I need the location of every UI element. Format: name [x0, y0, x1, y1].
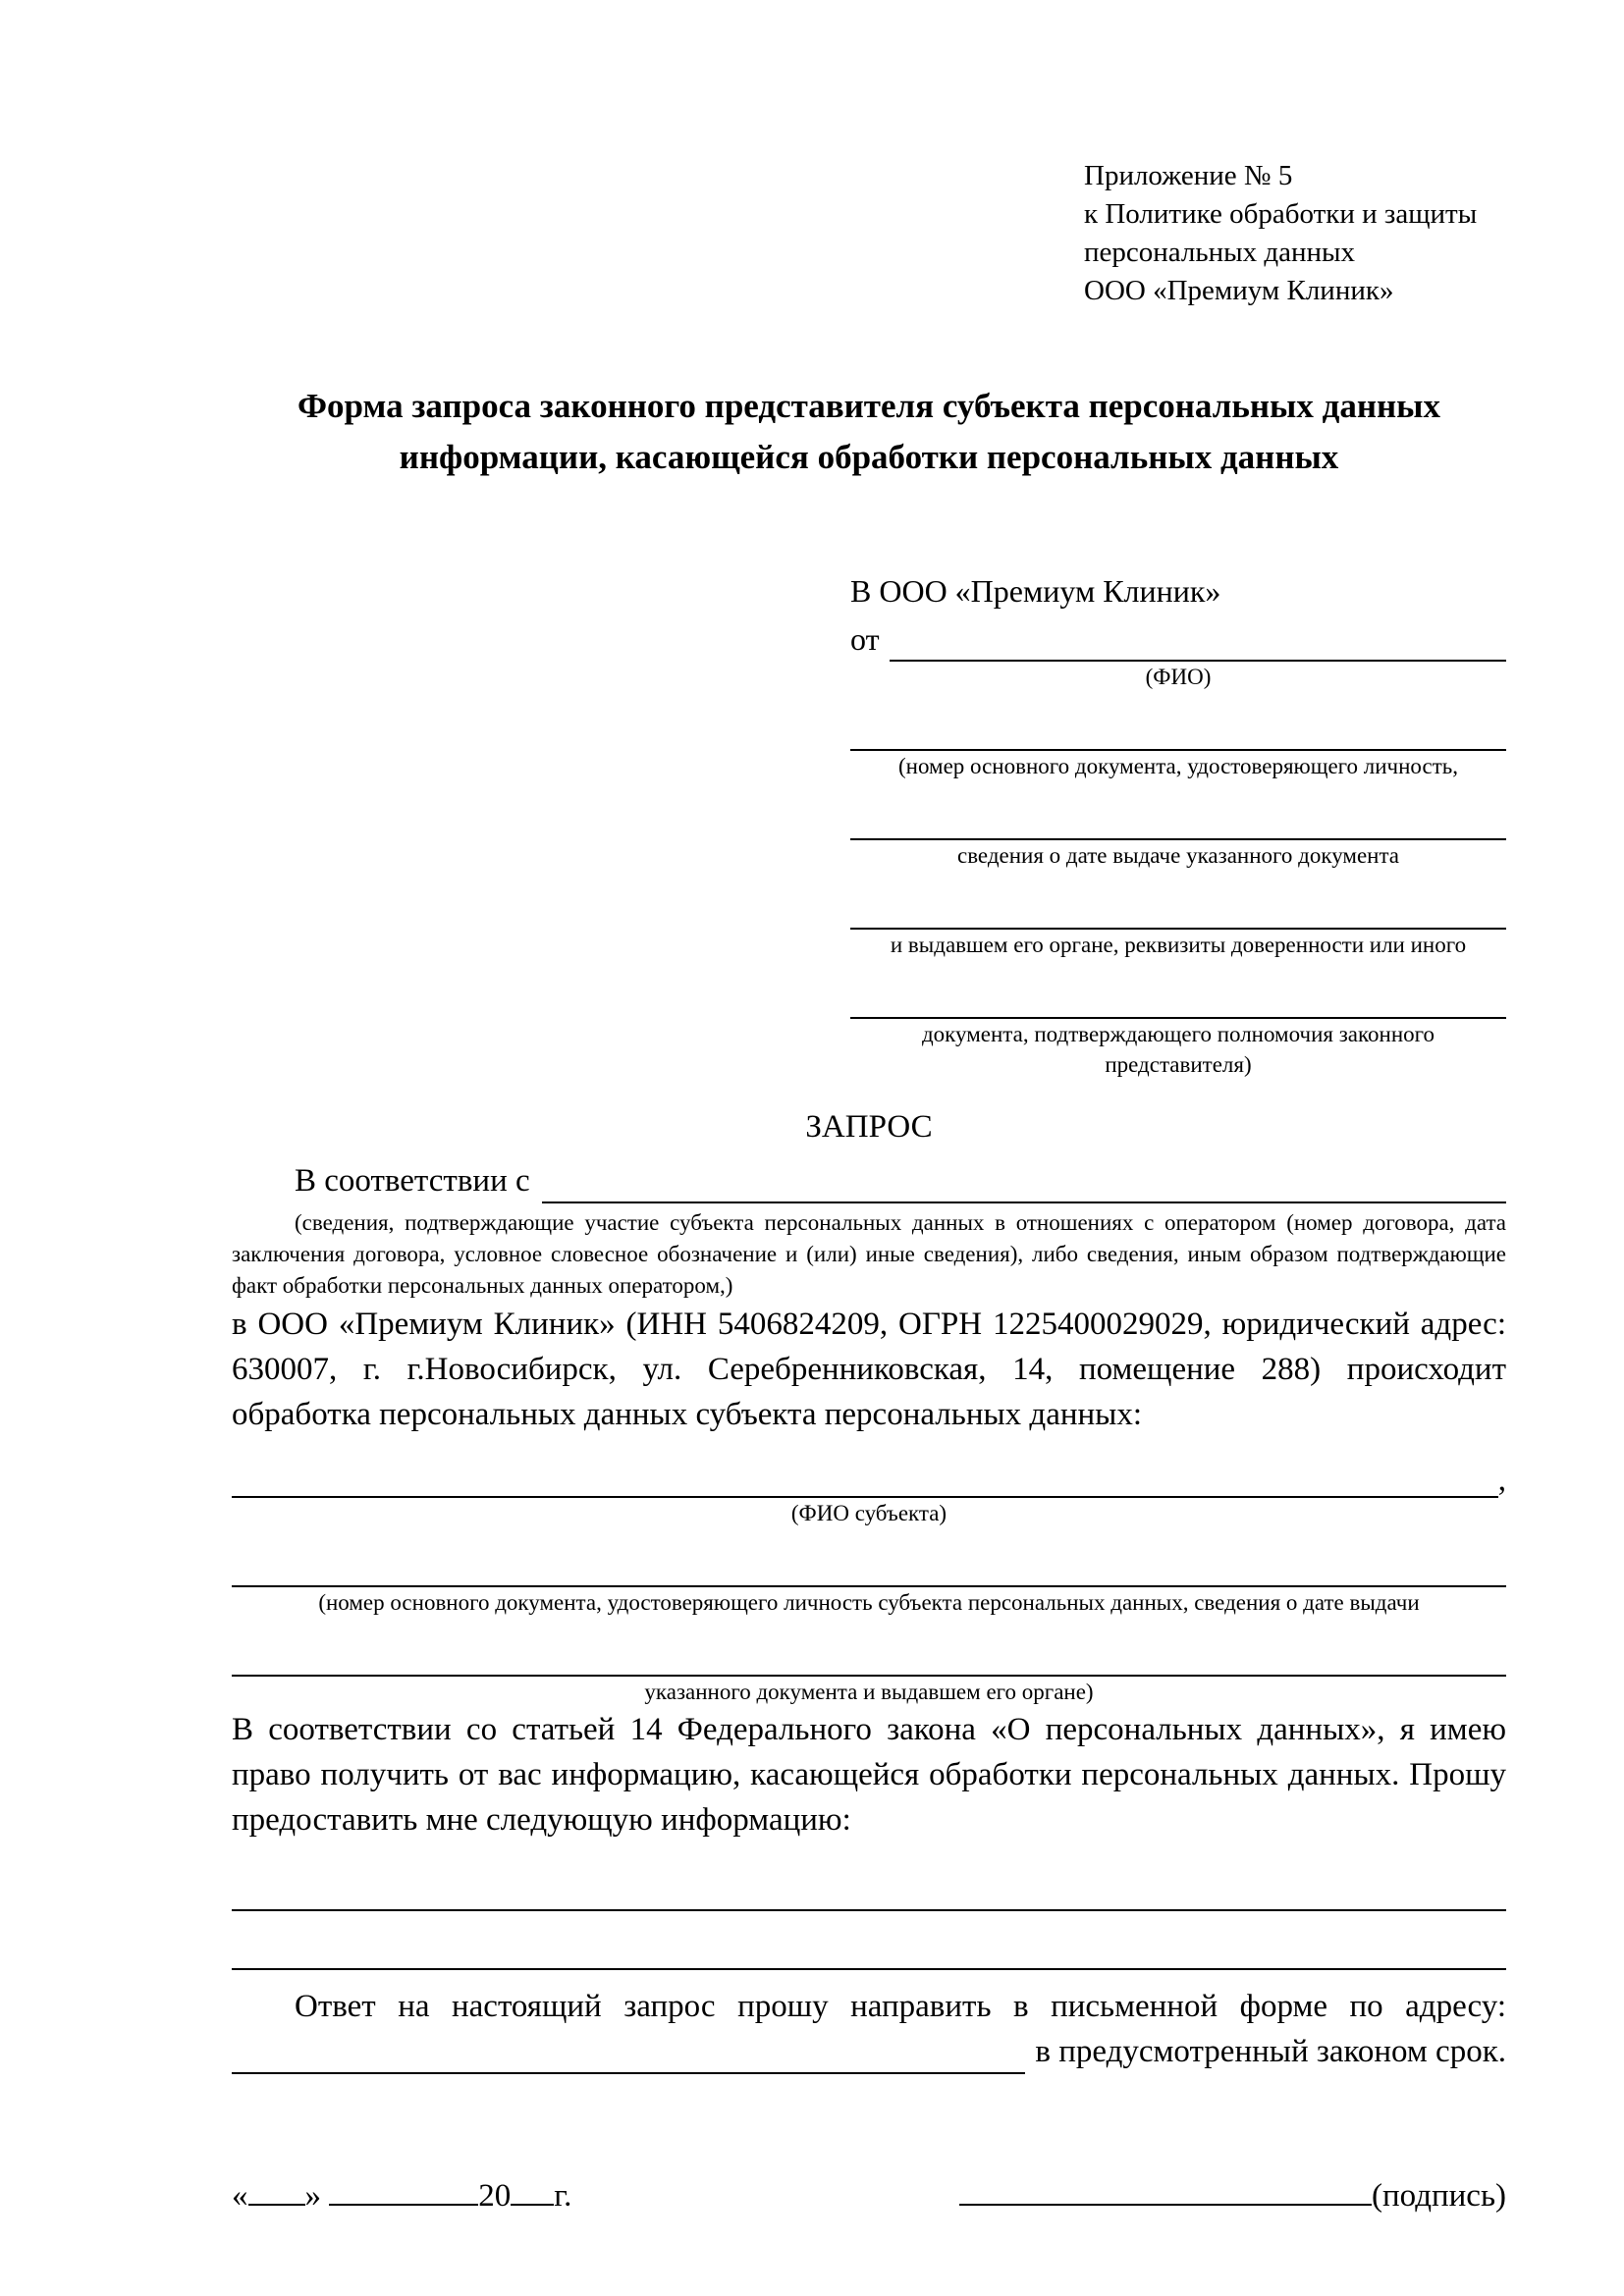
request-heading: ЗАПРОС: [805, 1109, 933, 1145]
subject-line-comma: ,: [1497, 1463, 1506, 1498]
doc-caption: документа, подтверждающего полномочия законного представителя): [921, 1022, 1435, 1077]
appendix-line: к Политике обработки и защиты: [1084, 198, 1478, 230]
basis-label: В соответствии с: [295, 1163, 530, 1199]
subject-fio-field-line: [232, 1465, 1498, 1498]
requested-info-field-line: [232, 1878, 1506, 1911]
subject-doc-caption: указанного документа и выдавшем его органе): [644, 1680, 1094, 1704]
subject-doc-issuer-field-line: [232, 1643, 1506, 1677]
page-title-line1: Форма запроса законного представителя субъекта персональных данных: [298, 387, 1440, 425]
appendix-block: [1084, 157, 1506, 310]
subject-fio-caption: (ФИО субъекта): [790, 1501, 947, 1525]
operator-paragraph: в ООО «Премиум Клиник» (ИНН 5406824209, ОГРН 1225400029029, юридический адрес: 630007, г. г.Новосибирск, ул. Серебренниковская, 14, помещение 288) происходит обработка персональных данных субъекта персональных данных:: [232, 1307, 1506, 1432]
addressee-block: [850, 569, 1506, 1080]
footer-row: [232, 2168, 1506, 2218]
date-month-field-line: [329, 2172, 478, 2206]
doc-caption: и выдавшем его органе, реквизиты доверенности или иного: [890, 933, 1467, 957]
year-suffix: г.: [554, 2178, 572, 2214]
reply-address-row: [232, 2029, 1506, 2074]
appendix-line: персональных данных: [1084, 237, 1356, 268]
subject-fio-row: [232, 1463, 1506, 1498]
page-title: [232, 381, 1506, 483]
date-quote-open: «: [232, 2178, 248, 2214]
doc-issue-date-field-line: [850, 807, 1506, 840]
fio-caption: (ФИО): [1145, 665, 1212, 689]
doc-caption: сведения о дате выдаче указанного документа: [956, 843, 1400, 868]
requested-info-field-line: [232, 1937, 1506, 1970]
doc-issuer-field-line: [850, 896, 1506, 930]
basis-field-line: [542, 1164, 1506, 1203]
reply-sentence: Ответ на настоящий запрос прошу направить в письменной форме по адресу:: [295, 1989, 1506, 2024]
doc-caption: (номер основного документа, удостоверяющего личность,: [897, 754, 1458, 778]
reply-address-field-line: [232, 2037, 1025, 2074]
power-of-attorney-field-line: [850, 986, 1506, 1019]
representative-doc-field-line: [850, 718, 1506, 751]
subject-doc-field-line: [232, 1554, 1506, 1587]
year-prefix: 20: [478, 2178, 512, 2214]
date-part: [232, 2172, 571, 2218]
signature-caption: (подпись): [1372, 2178, 1506, 2214]
date-year-field-line: [511, 2172, 554, 2206]
law-paragraph: В соответствии со статьей 14 Федерального закона «О персональных данных», я имею право получить от вас информацию, касающейся обработки персональных данных. Прошу предоставить мне следующую информацию:: [232, 1712, 1506, 1838]
date-day-field-line: [248, 2172, 305, 2206]
basis-row: [232, 1158, 1506, 1203]
basis-caption: (сведения, подтверждающие участие субъекта персональных данных в отношениях с оператором (номер договора, дата заключения договора, условное словесное обозначение и (или) иные сведения), либо сведения, иным образом подтверждающие факт обработки персональных данных оператором,): [232, 1210, 1506, 1298]
signature-field-line: [959, 2168, 1372, 2206]
appendix-line: ООО «Премиум Клиник»: [1084, 275, 1394, 306]
reply-tail: в предусмотренный законом срок.: [1035, 2034, 1506, 2069]
subject-doc-caption: (номер основного документа, удостоверяющего личность субъекта персональных данных, сведения о дате выдачи: [318, 1590, 1420, 1615]
from-row: [850, 616, 1506, 662]
date-quote-close: »: [304, 2178, 321, 2214]
representative-fio-field-line: [890, 622, 1506, 662]
page-title-line2: информации, касающейся обработки персональных данных: [399, 438, 1339, 476]
appendix-line: Приложение № 5: [1084, 160, 1293, 191]
from-label: от: [850, 621, 880, 657]
signature-part: [959, 2168, 1506, 2218]
addressee-to: В ООО «Премиум Клиник»: [850, 573, 1221, 609]
